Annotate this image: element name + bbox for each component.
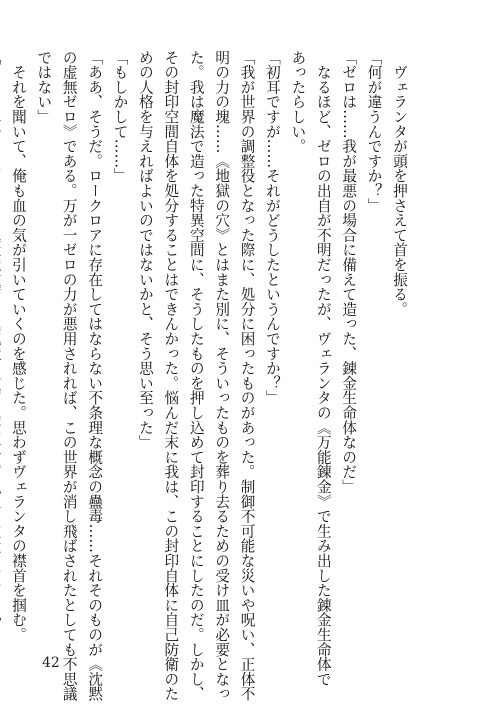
text-line: 「我が世界の調整役となった際に、処分に困ったものがあった。制御不可能な災いや呪い、正体不 xyxy=(238,50,256,702)
text-line: の虚無ゼロ》である。万が一ゼロの力が悪用されれば、この世界が消し飛ばされたとしても不思議 xyxy=(60,50,78,702)
text-line: その封印空間自体を処分することはできんかった。悩んだ末に我は、この封印自体に自己防衛のた xyxy=(162,50,180,702)
text-line: た。我は魔法で造った特異空間に、そうしたものを押し込めて封印することにしたのだ。しかし、 xyxy=(187,50,205,702)
text-line: めの人格を与えればよいのではないかと、そう思い至った」 xyxy=(136,50,154,450)
text-line xyxy=(0,50,6,642)
text-line: それを聞いて、俺も血の気が引いていくのを感じた。思わずヴェランタの襟首を掴む。 xyxy=(9,50,27,642)
text-line: 「もしかして……」 xyxy=(111,50,129,184)
page-number: 42 xyxy=(42,655,60,671)
text-line: ではない」 xyxy=(35,50,53,124)
text-line: 「ゼロは……我が最悪の場合に備えて造った、錬金生命体なのだ」 xyxy=(340,50,358,494)
text-line: ヴェランタが頭を押さえて首を振る。 xyxy=(391,50,408,317)
text-line: 明の力の塊……《地獄の穴》とはまた別に、そういったものを葬り去るための受け皿が必要となっ xyxy=(213,50,231,702)
text-line: 「ああ、そうだ。ロークロアに存在してはならない不条理な概念の蠱毒……それそのものが《沈黙 xyxy=(86,50,104,702)
text-line: 「何が違うんですか？」 xyxy=(365,50,383,213)
text-line: 「初耳ですが……それがどうしたというんですか？」 xyxy=(263,50,281,406)
text-line: あったらしい。 xyxy=(289,50,307,154)
text-line: なるほど、ゼロの出自が不明だったが、ヴェランタの《万能錬金》で生み出した錬金生命体で xyxy=(314,50,332,687)
